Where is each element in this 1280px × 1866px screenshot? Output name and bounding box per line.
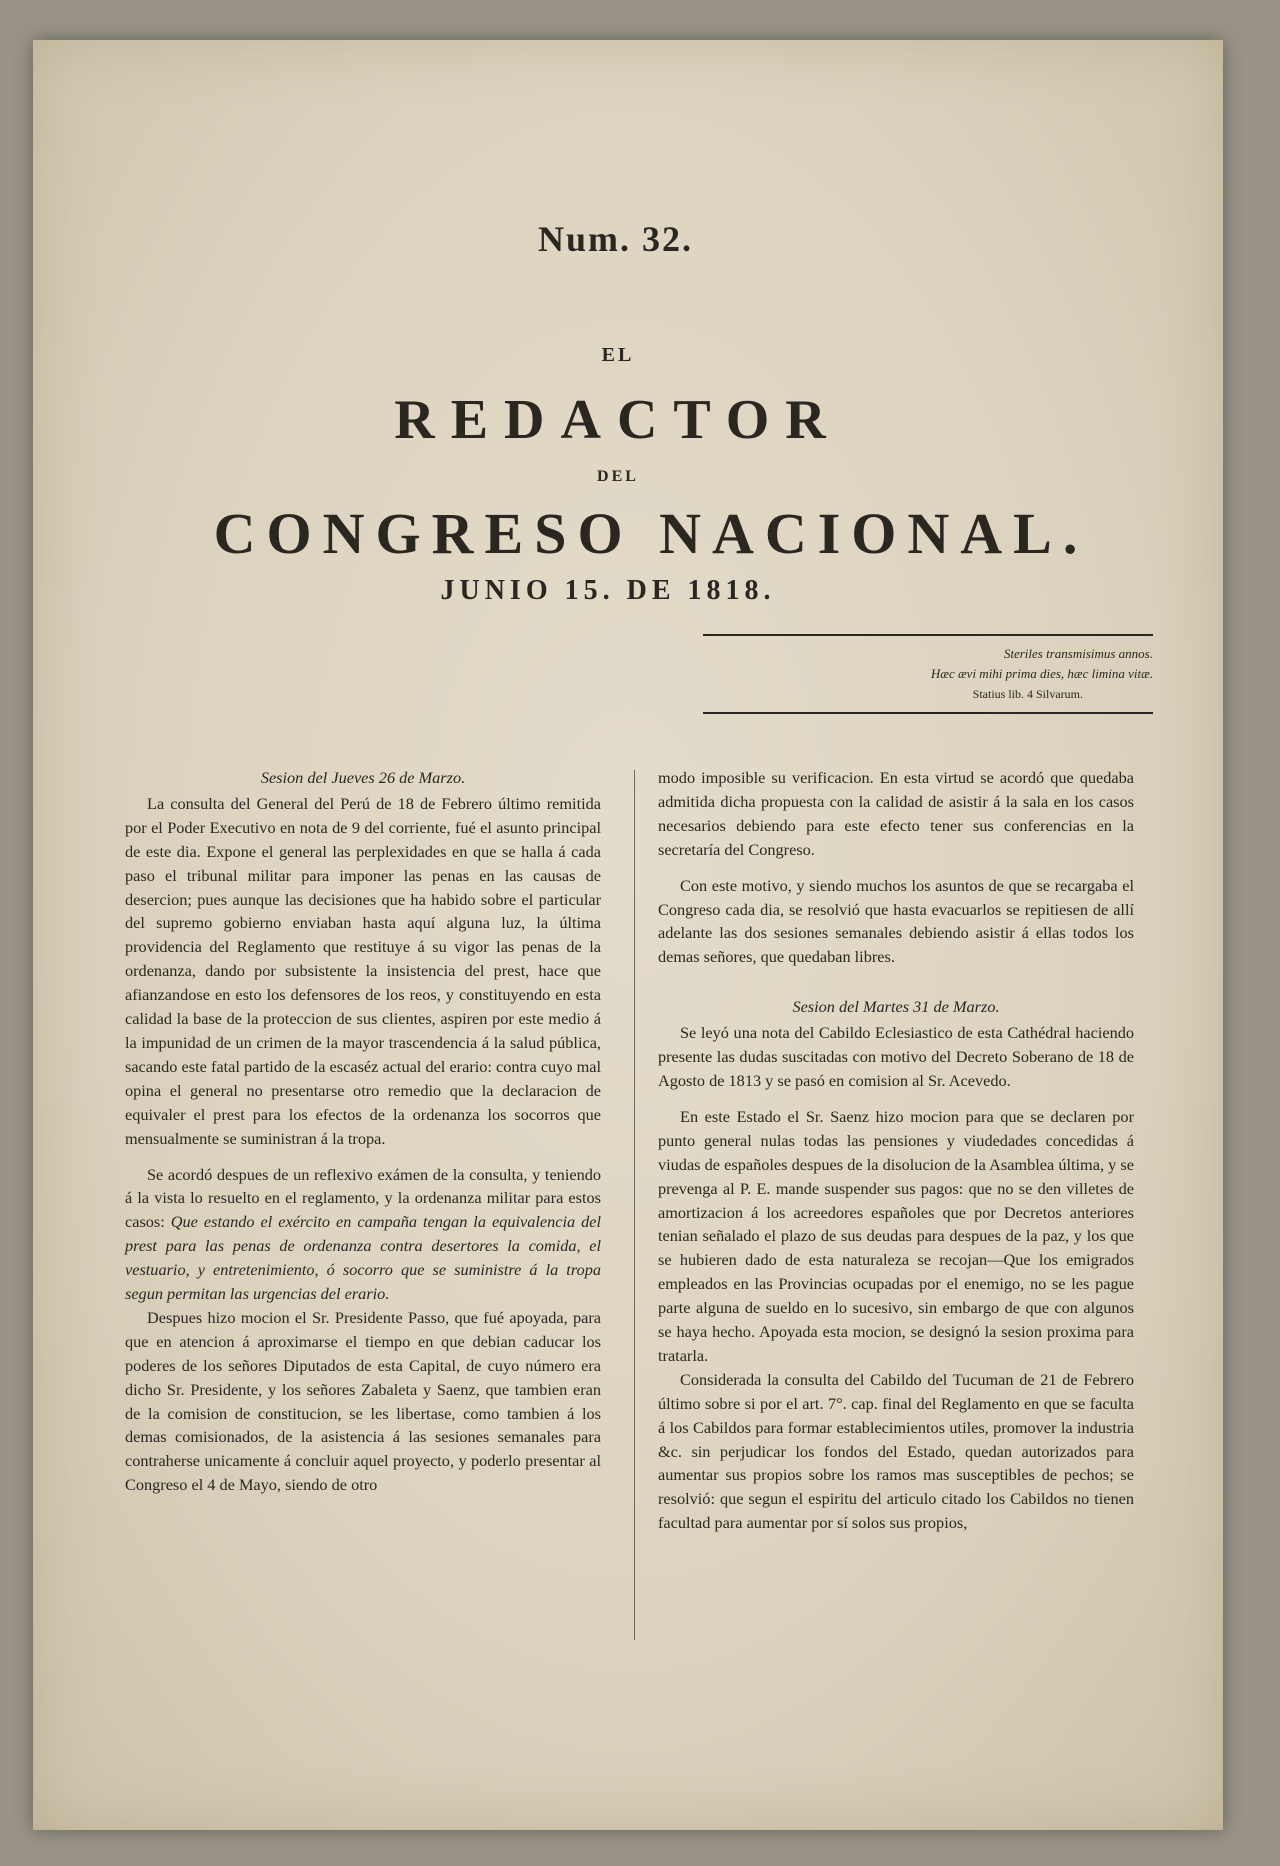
paragraph: Despues hizo mocion el Sr. Presidente Passo, que fué apoyada, para que en atencion á aproximarse el tiempo en que debian caducar los poderes de los señores Diputados de esta Capital, de cuyo número era dicho Sr. Presidente, y los señores Zabaleta y Saenz, que tambien eran de la comision de constitucion, se les libertase, como tambien á los demas comisionados, de la asistencia á las sesiones semanales para contraherse unicamente á concluir aquel proyecto, y poderlo presentar al Congreso el 4 de Mayo, siendo de otro	[125, 1307, 601, 1495]
masthead-subtitle: CONGRESO NACIONAL.	[213, 501, 1089, 566]
masthead-title: REDACTOR	[394, 389, 842, 451]
epigraph-line-1: Steriles transmisimus annos.	[1003, 646, 1153, 661]
issue-number: Num. 32.	[538, 219, 694, 259]
session-heading-26-marzo: Sesion del Jueves 26 de Marzo.	[260, 768, 466, 787]
epigraph-bottom-rule	[703, 712, 1153, 714]
paragraph: Se leyó una nota del Cabildo Eclesiastico de esta Cathédral haciendo presente las dudas suscitadas con motivo del Decreto Soberano de 18 de Agosto de 1813 y se pasó en comision al Sr. Acevedo.	[658, 1023, 1134, 1090]
paragraph: Con este motivo, y siendo muchos los asuntos de que se recargaba el Congreso cada dia, se resolvió que hasta evacuarlos se repitiesen de allí adelante las dos sesiones semanales debiendo asistir á ellas todos los demas señores, que quedaban libres.	[658, 875, 1134, 967]
epigraph-line-2: Hæc ævi mihi prima dies, hæc limina vitæ.	[930, 666, 1153, 681]
resolution-quote: Que estando el exército en campaña tengan la equivalencia del prest para las penas de ordenanza contra desertores la comida, el vestuario, y entretenimiento, ó socorro que se suministre á la tropa segun permitan las urgencias del erario.	[125, 1212, 601, 1304]
paragraph: La consulta del General del Perú de 18 de Febrero último remitida por el Poder Executivo en nota de 9 del corriente, fué el asunto principal de este dia. Expone el general las perplexidades en que se halla á cada paso el tribunal militar para imponer las penas en las causas de desercion; pues aunque las decisiones que ha habido sobre el particular del supremo gobierno enviaban hasta aquí alguna luz, la última providencia del Reglamento que restituye á su vigor las penas de la ordenanza, dando por subsistente la insistencia del prest, hace que afianzandose en esto los defensores de los reos, y constituyendo en esta calidad la base de la proteccion de sus clientes, aspiren por este medio á la impunidad de un crimen de la mayor trascendencia á la salud pública, sacando este fatal partido de la escaséz actual del erario: contra cuyo mal opina el general no presentarse otro remedio que la declaracion de equivaler el prest para los efectos de la ordenanza los socorros que mensualmente se suministran á la tropa.	[125, 793, 601, 1148]
column-divider	[634, 770, 635, 1640]
newspaper-page	[33, 40, 1223, 1830]
issue-date: JUNIO 15. DE 1818.	[440, 575, 776, 606]
masthead-article: EL	[601, 344, 635, 366]
epigraph-top-rule	[703, 634, 1153, 636]
epigraph	[703, 634, 1153, 714]
paragraph	[125, 1163, 601, 1306]
paragraph: modo imposible su verificacion. En esta virtud se acordó que quedaba admitida dicha propuesta con la calidad de asistir á la sala en los casos necesarios debiendo para este efecto tener sus conferencias en la secretaría del Congreso.	[658, 768, 1134, 859]
epigraph-attribution: Statius lib. 4 Silvarum.	[972, 687, 1083, 701]
session-heading-31-marzo: Sesion del Martes 31 de Marzo.	[792, 997, 1000, 1017]
paragraph: En este Estado el Sr. Saenz hizo mocion para que se declaren por punto general nulas todas las pensiones y viudedades concedidas á viudas de españoles despues de la disolucion de la Asamblea última, y se prevenga al P. E. mande suspender sus pagos: que no se den villetes de amortizacion á los acreedores españoles que por Decretos anteriores tenian señalado el plazo de sus deudas para despues de la paz, y los que se hubieren dado de esta naturaleza se recojan—Que los emigrados empleados en las Provincias ocupadas por el enemigo, no se les pague parte alguna de sueldo en lo sucesivo, sin embargo de que con algunos se haya hecho. Apoyada esta mocion, se designó la sesion proxima para tratarla.	[658, 1106, 1134, 1365]
masthead-connector: DEL	[597, 468, 639, 485]
paragraph: Considerada la consulta del Cabildo del Tucuman de 21 de Febrero último sobre si por el art. 7°. cap. final del Reglamento en que se faculta á los Cabildos para formar establecimientos utiles, promover la industria &c. sin perjudicar los fondos del Estado, quedan autorizados para aumentar sus propios sobre los ramos mas susceptibles de pechos; se resolvió: que segun el espiritu del articulo citado los Cabildos no tienen facultad para aumentar por sí solos sus propios,	[658, 1369, 1134, 1533]
right-column	[658, 766, 1134, 1535]
left-column	[125, 766, 601, 1497]
paragraph-text: Se acordó despues de un reflexivo exámen de la consulta, y teniendo á la vista lo resuelto en el reglamento, y la ordenanza militar para estos casos:	[125, 1164, 601, 1232]
